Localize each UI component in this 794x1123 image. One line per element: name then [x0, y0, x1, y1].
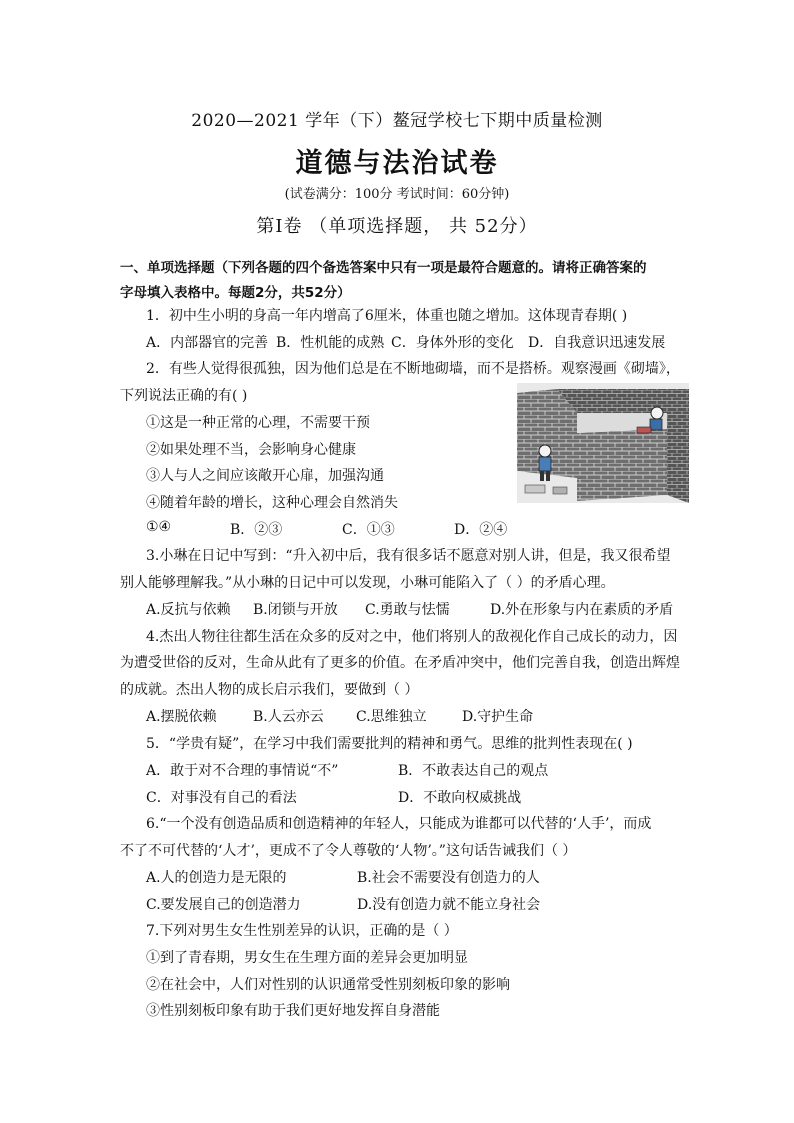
q2-option-a: ①④: [146, 519, 172, 535]
q5-option-a: A．敢于对不合理的事情说“不”: [146, 763, 339, 779]
q6-stem-line2: 不了不可代替的‘人才’，更成不了令人尊敬的‘人物’。”这句话告诫我们（ ）: [120, 843, 577, 859]
q1-option-c: C．身体外形的变化: [391, 335, 514, 351]
q1-stem: 1．初中生小明的身高一年内增高了6厘米，体重也随之增加。这体现青春期( ): [146, 308, 628, 324]
q2-stem-line2: 下列说法正确的有( ): [120, 388, 248, 404]
subject-title: 道德与法治试卷: [295, 148, 499, 179]
q7-statement-3: ③性别刻板印象有助于我们更好地发挥自身潜能: [146, 1003, 440, 1019]
exam-title: 2020—2021 学年（下）鳌冠学校七下期中质量检测: [191, 111, 603, 131]
q1-option-a: A．内部器官的完善: [146, 335, 269, 351]
q2-statement-3: ③人与人之间应该敞开心扉，加强沟通: [146, 468, 384, 484]
q6-option-c: C.要发展自己的创造潜力: [146, 897, 301, 913]
q7-statement-2: ②在社会中，人们对性别的认识通常受性别刻板印象的影响: [146, 977, 510, 993]
q7-statement-1: ①到了青春期，男女生在生理方面的差异会更加明显: [146, 950, 468, 966]
q5-option-d: D．不敢向权威挑战: [398, 790, 522, 806]
wall-building-cartoon: [517, 383, 689, 503]
q3-option-c: C.勇敢与怯懦: [365, 602, 450, 618]
q4-stem-line2: 为遭受世俗的反对，生命从此有了更多的价值。在矛盾冲突中，他们完善自我，创造出辉煌: [120, 655, 680, 671]
q4-option-c: C.思维独立: [356, 709, 427, 725]
q1-option-b: B．性机能的成熟: [276, 335, 385, 351]
q3-option-b: B.闭锁与开放: [253, 602, 338, 618]
q6-option-b: B.社会不需要没有创造力的人: [357, 870, 540, 886]
q3-option-a: A.反抗与依赖: [146, 602, 231, 618]
q4-option-b: B.人云亦云: [253, 709, 324, 725]
part-title: 第Ⅰ卷 （单项选择题， 共 52分）: [256, 216, 538, 237]
q2-statement-1: ①这是一种正常的心理，不需要干预: [146, 415, 370, 431]
q2-option-b: B．②③: [230, 522, 283, 538]
q3-option-d: D.外在形象与内在素质的矛盾: [490, 602, 674, 618]
q5-option-b: B．不敢表达自己的观点: [398, 763, 549, 779]
q2-option-c: C．①③: [342, 522, 395, 538]
q6-option-d: D.没有创造力就不能立身社会: [357, 897, 541, 913]
q5-stem: 5．“学贵有疑”，在学习中我们需要批判的精神和勇气。思维的批判性表现在( ): [146, 736, 633, 752]
q6-option-a: A.人的创造力是无限的: [146, 870, 287, 886]
q2-statement-4: ④随着年龄的增长，这种心理会自然消失: [146, 495, 398, 511]
q3-stem-line2: 别人能够理解我。”从小琳的日记中可以发现，小琳可能陷入了（ ）的矛盾心理。: [120, 575, 615, 591]
q6-stem-line1: 6.“一个没有创造品质和创造精神的年轻人，只能成为谁都可以代替的‘人手’，而成: [146, 816, 652, 832]
exam-info: (试卷满分：100分 考试时间：60分钟): [284, 187, 510, 202]
q4-stem-line3: 的成就。杰出人物的成长启示我们，要做到（ ）: [120, 682, 419, 698]
q3-stem-line1: 3.小琳在日记中写到：“升入初中后，我有很多话不愿意对别人讲，但是，我又很希望: [146, 548, 671, 564]
q2-option-d: D．②④: [454, 522, 508, 538]
section-instructions-line2: 字母填入表格中。每题2分，共52分）: [120, 285, 351, 301]
q7-stem: 7.下列对男生女生性别差异的认识，正确的是（ ）: [146, 923, 458, 939]
q2-stem-line1: 2．有些人觉得很孤独，因为他们总是在不断地砌墙，而不是搭桥。观察漫画《砌墙》，: [146, 361, 680, 377]
q2-statement-2: ②如果处理不当，会影响身心健康: [146, 442, 356, 458]
q4-option-a: A.摆脱依赖: [146, 709, 217, 725]
section-instructions-line1: 一、单项选择题（下列各题的四个备选答案中只有一项是最符合题意的。请将正确答案的: [120, 260, 647, 276]
q1-option-d: D．自我意识迅速发展: [528, 335, 666, 351]
q4-stem-line1: 4.杰出人物往往都生活在众多的反对之中，他们将别人的敌视化作自己成长的动力，因: [146, 629, 678, 645]
q5-option-c: C．对事没有自己的看法: [146, 790, 297, 806]
q4-option-d: D.守护生命: [462, 709, 534, 725]
